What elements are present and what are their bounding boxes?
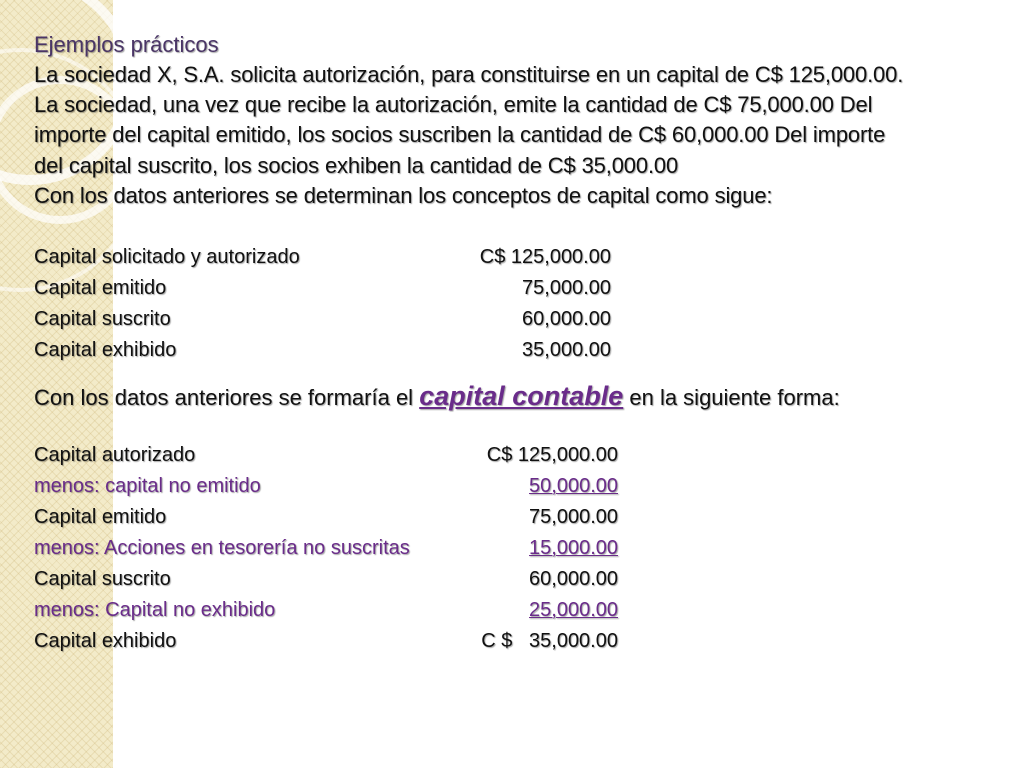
spacer	[34, 418, 1014, 440]
row-label: menos: capital no emitido	[34, 475, 261, 498]
row-label: Capital emitido	[34, 506, 167, 529]
slide-content	[34, 30, 1014, 657]
slide-title: Ejemplos prácticos	[34, 32, 219, 57]
row-label: menos: Capital no exhibido	[34, 599, 276, 622]
capital-concepts-table	[34, 242, 1014, 366]
intro-line-5: Con los datos anteriores se determinan los conceptos de capital como sigue:	[34, 182, 773, 208]
table-row	[34, 595, 1014, 626]
table-row	[34, 471, 1014, 502]
row-label: menos: Acciones en tesorería no suscritas	[34, 537, 410, 560]
row-amount: C $ 35,000.00	[481, 630, 618, 653]
row-amount: 60,000.00	[522, 308, 611, 331]
row-label: Capital suscrito	[34, 308, 171, 331]
row-label: Capital autorizado	[34, 444, 196, 467]
intro-line-3: importe del capital emitido, los socios suscriben la cantidad de C$ 60,000.00 Del importe	[34, 122, 886, 148]
table-row	[34, 502, 1014, 533]
row-label: Capital exhibido	[34, 339, 177, 362]
row-amount: 60,000.00	[529, 568, 618, 591]
intro-line-1: La sociedad X, S.A. solicita autorización, para constituirse en un capital de C$ 125,000.00.	[34, 62, 904, 87]
row-label: Capital exhibido	[34, 630, 177, 653]
capital-contable-table	[34, 440, 1014, 657]
table-row	[34, 440, 1014, 471]
row-label: Capital emitido	[34, 277, 167, 300]
row-amount: 75,000.00	[529, 506, 618, 529]
row-label: Capital suscrito	[34, 568, 171, 591]
row-label: Capital solicitado y autorizado	[34, 246, 300, 269]
table-row	[34, 304, 1014, 335]
intro-line-4: del capital suscrito, los socios exhiben la cantidad de C$ 35,000.00	[34, 152, 679, 178]
table-row	[34, 242, 1014, 273]
table-row	[34, 273, 1014, 304]
table-row	[34, 564, 1014, 595]
row-amount: 15,000.00	[529, 537, 618, 560]
row-amount: 35,000.00	[522, 339, 611, 362]
spacer	[34, 211, 1014, 242]
intro-line-2: La sociedad, una vez que recibe la autorización, emite la cantidad de C$ 75,000.00 Del	[34, 92, 873, 118]
heading-text-after: en la siguiente forma:	[623, 385, 840, 411]
row-amount: C$ 125,000.00	[479, 246, 611, 269]
row-amount: 25,000.00	[529, 599, 618, 622]
row-amount: C$ 125,000.00	[486, 444, 618, 467]
heading-text-before: Con los datos anteriores se formaría el	[34, 385, 420, 411]
table-row	[34, 335, 1014, 366]
row-amount: 75,000.00	[522, 277, 611, 300]
table-row	[34, 626, 1014, 657]
capital-contable-emphasis: capital contable	[419, 381, 624, 412]
table-row	[34, 533, 1014, 564]
row-amount: 50,000.00	[529, 475, 618, 498]
capital-contable-heading	[34, 376, 1014, 418]
